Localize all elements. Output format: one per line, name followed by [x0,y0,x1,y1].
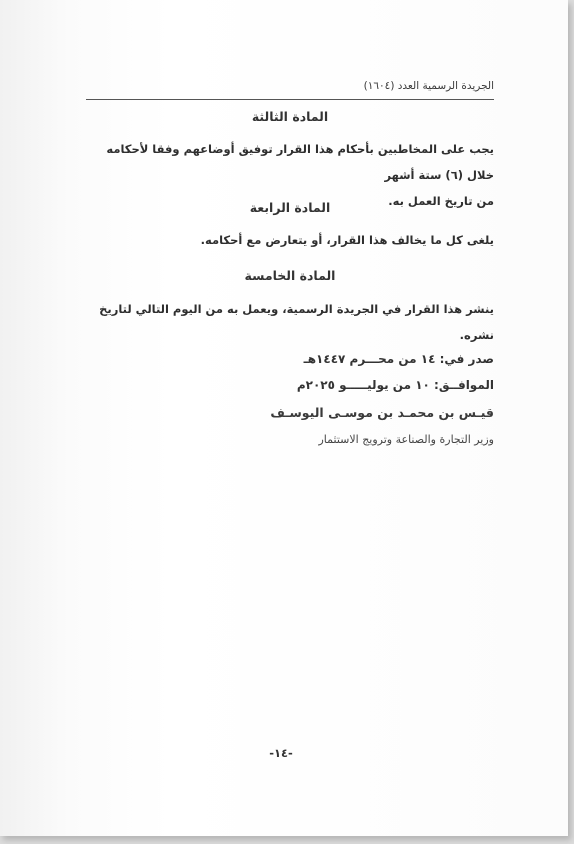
article-4-line-1: يلغى كل ما يخالف هذا القرار، أو يتعارض مع أحكامه. [200,233,494,247]
header-rule [86,99,494,100]
issue-date-hijri: صدر في: ١٤ من محـــرم ١٤٤٧هـ [303,352,494,366]
article-4-body [86,227,494,253]
article-4-title: المادة الرابعة [249,200,331,215]
article-5-title: المادة الخامسة [244,268,336,283]
article-5-body [86,296,494,348]
article-5-line-1: ينشر هذا القرار في الجريدة الرسمية، ويعمل به من اليوم التالي لتاريخ نشره. [99,302,494,342]
running-header: الجريدة الرسمية العدد (١٦٠٤) [363,80,494,92]
article-3-title: المادة الثالثة [251,109,329,124]
article-3-line-1: يجب على المخاطبين بأحكام هذا القرار توفيق أوضاعهم وفقا لأحكامه خلال (٦) ستة أشهر [106,142,494,182]
minister-title: وزير التجارة والصناعة وترويج الاستثمار [318,433,494,446]
article-3-line-2: من تاريخ العمل به. [388,194,494,208]
issue-date-gregorian: الموافــق: ١٠ من يوليـــــو ٢٠٢٥م [296,378,494,392]
page-number: -١٤- [269,746,293,760]
minister-name: قيـس بن محمـد بن موسـى اليوسـف [270,405,494,420]
